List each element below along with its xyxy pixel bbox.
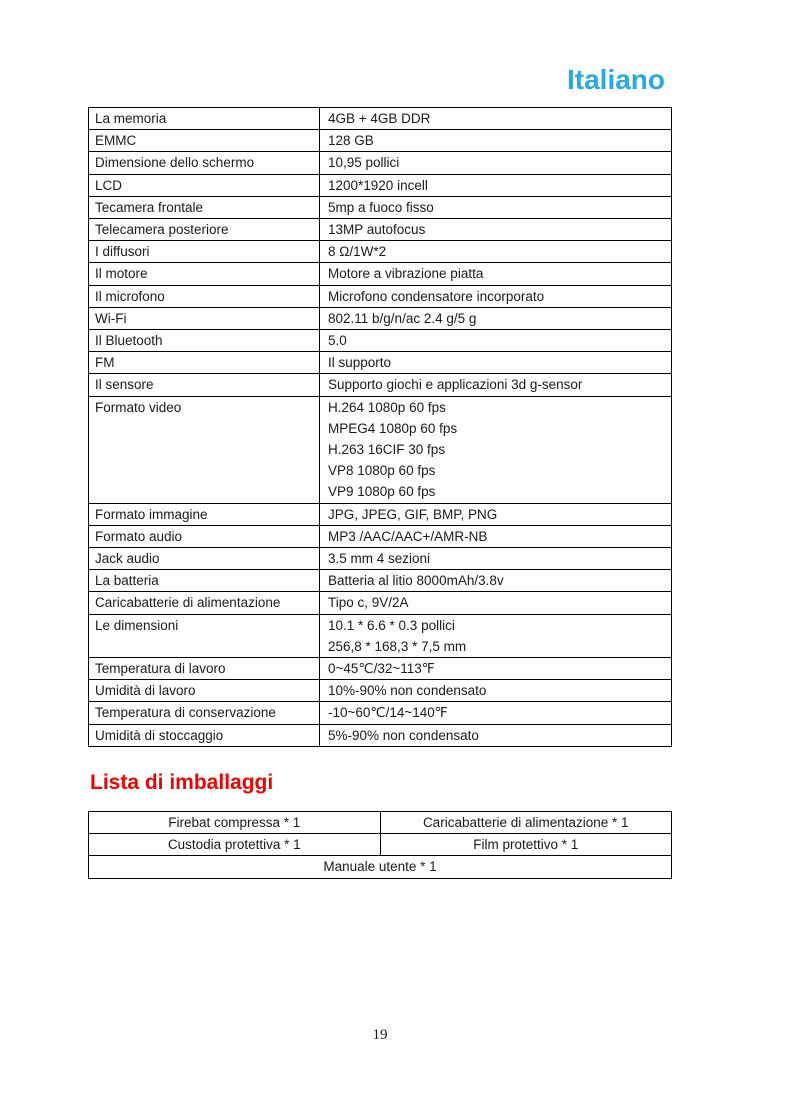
spec-row-value — [320, 241, 671, 262]
packing-cell: Firebat compressa * 1 — [168, 815, 301, 830]
spec-row-value — [320, 263, 671, 284]
spec-row-value — [320, 526, 671, 547]
spec-row-label: Il motore — [89, 263, 320, 284]
packing-cell: Film protettivo * 1 — [380, 834, 672, 855]
spec-value-line: 5%-90% non condensato — [328, 727, 479, 743]
spec-value-line: Microfono condensatore incorporato — [328, 288, 545, 304]
spec-table — [88, 107, 672, 747]
spec-row-label: LCD — [89, 175, 320, 196]
spec-value-line: 4GB + 4GB DDR — [328, 111, 431, 126]
spec-value-line: H.264 1080p 60 fps — [328, 399, 446, 415]
packing-row — [89, 855, 671, 877]
spec-row — [89, 329, 671, 351]
spec-row-label: Il microfono — [89, 286, 320, 307]
spec-row-label: Dimensione dello schermo — [89, 152, 320, 173]
page-title: Italiano — [566, 64, 665, 95]
spec-row — [89, 351, 671, 373]
spec-row-label: Temperatura di conservazione — [89, 702, 320, 723]
spec-value-line: JPG, JPEG, GIF, BMP, PNG — [328, 506, 498, 522]
spec-row — [89, 129, 671, 151]
spec-row — [89, 525, 671, 547]
packing-heading: Lista di imballaggi — [90, 771, 274, 794]
spec-row-value — [320, 219, 671, 240]
spec-row — [89, 218, 671, 240]
spec-row-label: Caricabatterie di alimentazione — [89, 592, 320, 613]
spec-value-line: 10.1 * 6.6 * 0.3 pollici — [328, 617, 455, 633]
spec-row — [89, 547, 671, 569]
spec-row-label: Umidità di lavoro — [89, 680, 320, 701]
spec-value-line: 10%-90% non condensato — [328, 683, 487, 699]
spec-row-value — [320, 725, 671, 746]
spec-row — [89, 240, 671, 262]
packing-row — [89, 833, 671, 855]
packing-table — [88, 811, 672, 879]
spec-value-line: Tipo c, 9V/2A — [328, 595, 409, 611]
spec-row-label: Formato audio — [89, 526, 320, 547]
spec-value-line: Il supporto — [328, 355, 392, 371]
spec-value-line: 5.0 — [328, 333, 347, 349]
spec-value-line: Motore a vibrazione piatta — [328, 266, 484, 282]
spec-row-label: Il sensore — [89, 374, 320, 395]
spec-row-label: Jack audio — [89, 548, 320, 569]
spec-row — [89, 373, 671, 395]
spec-row-label: La memoria — [89, 108, 320, 129]
spec-row-label: Formato immagine — [89, 504, 320, 525]
spec-row-value — [320, 286, 671, 307]
packing-cell: Manuale utente * 1 — [323, 859, 437, 875]
spec-value-line: 256,8 * 168,3 * 7,5 mm — [328, 638, 467, 654]
spec-row-value — [320, 680, 671, 701]
spec-row-label: EMMC — [89, 130, 320, 151]
spec-row-label: Umidità di stoccaggio — [89, 725, 320, 746]
spec-row-value — [320, 330, 671, 351]
spec-row-value — [320, 108, 671, 129]
spec-value-line: H.263 16CIF 30 fps — [328, 442, 446, 458]
spec-row-label: Le dimensioni — [89, 615, 320, 657]
packing-row — [89, 812, 671, 833]
spec-value-line: MP3 /AAC/AAC+/AMR-NB — [328, 528, 488, 544]
spec-value-line: 8 Ω/1W*2 — [328, 244, 387, 260]
spec-row-value — [320, 352, 671, 373]
spec-row-value — [320, 152, 671, 173]
spec-row — [89, 285, 671, 307]
spec-value-line: 1200*1920 incell — [328, 177, 428, 193]
spec-row — [89, 591, 671, 613]
spec-row — [89, 701, 671, 723]
page-number: 19 — [372, 1027, 388, 1043]
spec-row-label: FM — [89, 352, 320, 373]
spec-value-line: Supporto giochi e applicazioni 3d g-sensor — [328, 377, 583, 393]
spec-row — [89, 174, 671, 196]
spec-value-line: 128 GB — [328, 133, 374, 149]
spec-value-line: 5mp a fuoco fisso — [328, 199, 434, 215]
spec-value-line: 0~45℃/32~113℉ — [328, 661, 435, 677]
spec-row-value — [320, 175, 671, 196]
spec-row — [89, 262, 671, 284]
spec-row-value — [320, 615, 671, 657]
spec-row-label: I diffusori — [89, 241, 320, 262]
spec-row — [89, 614, 671, 657]
spec-row-label: Il Bluetooth — [89, 330, 320, 351]
spec-value-line: MPEG4 1080p 60 fps — [328, 420, 458, 436]
spec-row-value — [320, 374, 671, 395]
spec-row — [89, 679, 671, 701]
spec-row-label: Temperatura di lavoro — [89, 658, 320, 679]
spec-row — [89, 307, 671, 329]
spec-row-label: Telecamera posteriore — [89, 219, 320, 240]
spec-row — [89, 657, 671, 679]
spec-row — [89, 108, 671, 129]
spec-row-value — [320, 570, 671, 591]
spec-value-line: 3.5 mm 4 sezioni — [328, 551, 431, 567]
spec-row — [89, 724, 671, 746]
spec-row — [89, 151, 671, 173]
packing-cell: Caricabatterie di alimentazione * 1 — [380, 812, 672, 833]
spec-row-value — [320, 702, 671, 723]
spec-value-line: VP9 1080p 60 fps — [328, 484, 436, 500]
spec-row-label: La batteria — [89, 570, 320, 591]
spec-value-line: -10~60℃/14~140℉ — [328, 705, 448, 721]
spec-row — [89, 569, 671, 591]
spec-row-label: Tecamera frontale — [89, 197, 320, 218]
spec-row-value — [320, 397, 671, 503]
spec-row-value — [320, 197, 671, 218]
spec-value-line: Batteria al litio 8000mAh/3.8v — [328, 573, 504, 589]
spec-row-value — [320, 658, 671, 679]
spec-row — [89, 196, 671, 218]
packing-cell: Custodia protettiva * 1 — [167, 837, 301, 853]
spec-row-value — [320, 548, 671, 569]
spec-row-value — [320, 308, 671, 329]
spec-row — [89, 396, 671, 503]
spec-value-line: 802.11 b/g/n/ac 2.4 g/5 g — [328, 310, 477, 326]
spec-value-line: VP8 1080p 60 fps — [328, 463, 436, 479]
spec-row-label: Wi-Fi — [89, 308, 320, 329]
spec-value-line: 10,95 pollici — [328, 155, 400, 171]
spec-row-value — [320, 592, 671, 613]
spec-value-line: 13MP autofocus — [328, 222, 426, 238]
spec-row — [89, 503, 671, 525]
spec-row-value — [320, 504, 671, 525]
spec-row-value — [320, 130, 671, 151]
spec-row-label: Formato video — [89, 397, 320, 503]
